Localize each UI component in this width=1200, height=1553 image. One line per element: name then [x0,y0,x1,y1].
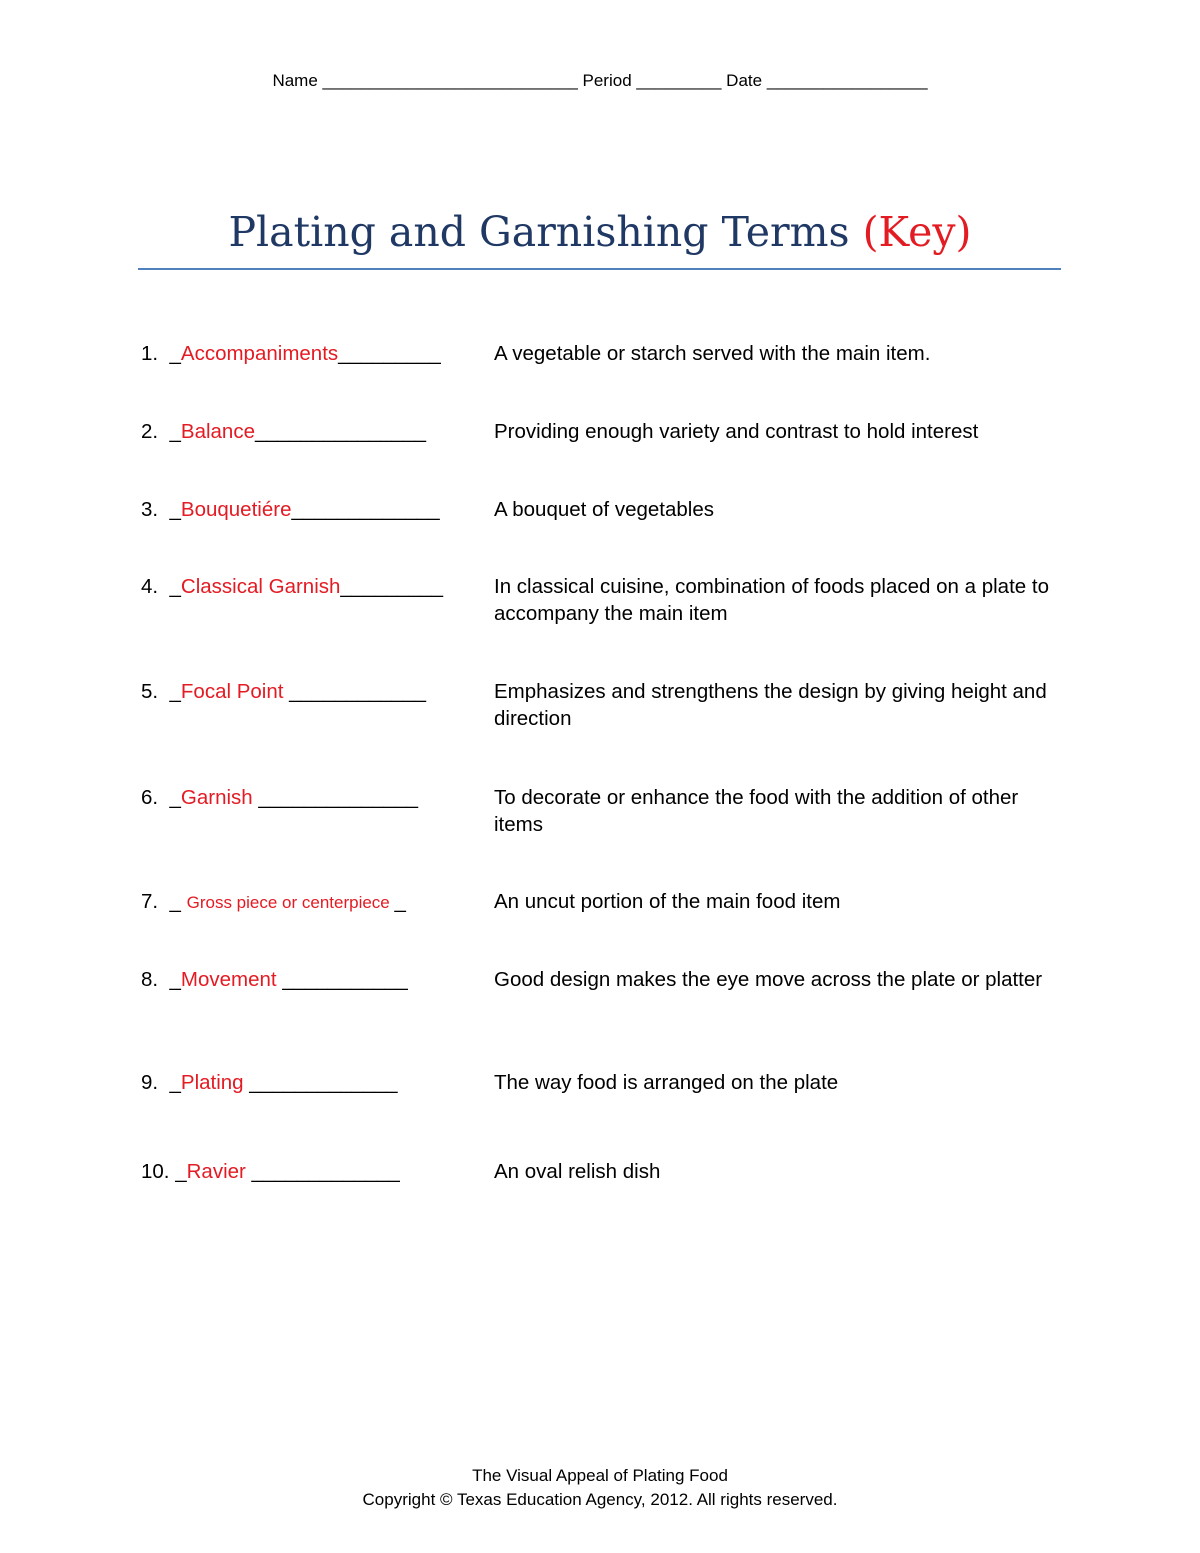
term-number: 1. [141,342,170,365]
term-row [0,888,1200,948]
term-suffix: _____________ [291,498,440,521]
term-answer: Focal Point [180,680,290,703]
term-prefix: _ [169,890,187,913]
term-number: 6. [141,786,170,809]
term-suffix: ______________ [258,786,419,809]
term-definition: An oval relish dish [494,1160,661,1183]
footer-course-title: The Visual Appeal of Plating Food [472,1466,728,1485]
term-definition: A bouquet of vegetables [494,498,714,521]
term-number: 10. [141,1160,176,1183]
term-answer-line [141,1069,398,1096]
term-answer: Bouquetiére [180,498,292,521]
term-prefix: _ [169,968,181,991]
term-number: 5. [141,680,170,703]
footer-copyright: Copyright © Texas Education Agency, 2012. All rights reserved. [362,1490,838,1509]
term-definition: In classical cuisine, combination of foods placed on a plate to accompany the main item [494,575,1049,625]
term-row [0,418,1200,478]
term-number: 7. [141,890,170,913]
term-suffix: _____________ [251,1160,400,1183]
term-answer-line [141,496,440,523]
term-number: 9. [141,1071,170,1094]
term-row [0,340,1200,400]
term-answer-line [141,784,418,811]
term-answer: Classical Garnish [180,575,341,598]
term-suffix: _________ [340,575,444,598]
term-answer-line [141,1158,400,1185]
term-answer-line [141,418,426,445]
term-row [0,678,1200,738]
term-row [0,1158,1200,1218]
term-suffix: _____________ [249,1071,398,1094]
term-number: 4. [141,575,170,598]
title-key: (Key) [862,208,972,256]
term-answer: Accompaniments [180,342,339,365]
term-suffix: ____________ [289,680,426,703]
term-answer-line [141,678,426,705]
term-row [0,573,1200,633]
term-prefix: _ [169,786,181,809]
term-answer-line [141,888,406,916]
term-number: 8. [141,968,170,991]
term-answer-line [141,966,408,993]
term-prefix: _ [169,342,181,365]
term-number: 2. [141,420,170,443]
term-definition: The way food is arranged on the plate [494,1071,839,1094]
term-row [0,496,1200,556]
term-prefix: _ [169,680,181,703]
term-prefix: _ [169,575,181,598]
term-definition: Providing enough variety and contrast to hold interest [494,420,979,443]
page-title [0,208,1200,256]
title-underline [138,268,1061,270]
term-suffix: _______________ [255,420,427,443]
term-definition: A vegetable or starch served with the main item. [494,342,931,365]
term-answer: Movement [180,968,283,991]
term-answer-line [141,573,443,600]
term-row [0,966,1200,1026]
term-definition: An uncut portion of the main food item [494,890,841,913]
term-suffix: ___________ [282,968,408,991]
title-main: Plating and Garnishing Terms [228,208,863,256]
term-answer: Ravier [186,1160,252,1183]
term-definition: To decorate or enhance the food with the addition of other items [494,786,1019,836]
term-answer-line [141,340,441,367]
term-row [0,1069,1200,1129]
term-answer: Balance [180,420,255,443]
term-prefix: _ [175,1160,187,1183]
term-prefix: _ [169,420,181,443]
term-answer: Plating [180,1071,250,1094]
term-number: 3. [141,498,170,521]
term-prefix: _ [169,1071,181,1094]
term-prefix: _ [169,498,181,521]
term-answer: Gross piece or centerpiece [186,893,395,912]
term-definition: Good design makes the eye move across the plate or platter [494,968,1043,991]
term-row [0,784,1200,844]
term-suffix: _________ [338,342,441,365]
term-definition: Emphasizes and strengthens the design by giving height and direction [494,680,1047,730]
term-suffix: _ [394,890,406,913]
term-answer: Garnish [180,786,259,809]
student-info-line: Name ___________________________ Period _________ Date _________________ [272,71,928,90]
